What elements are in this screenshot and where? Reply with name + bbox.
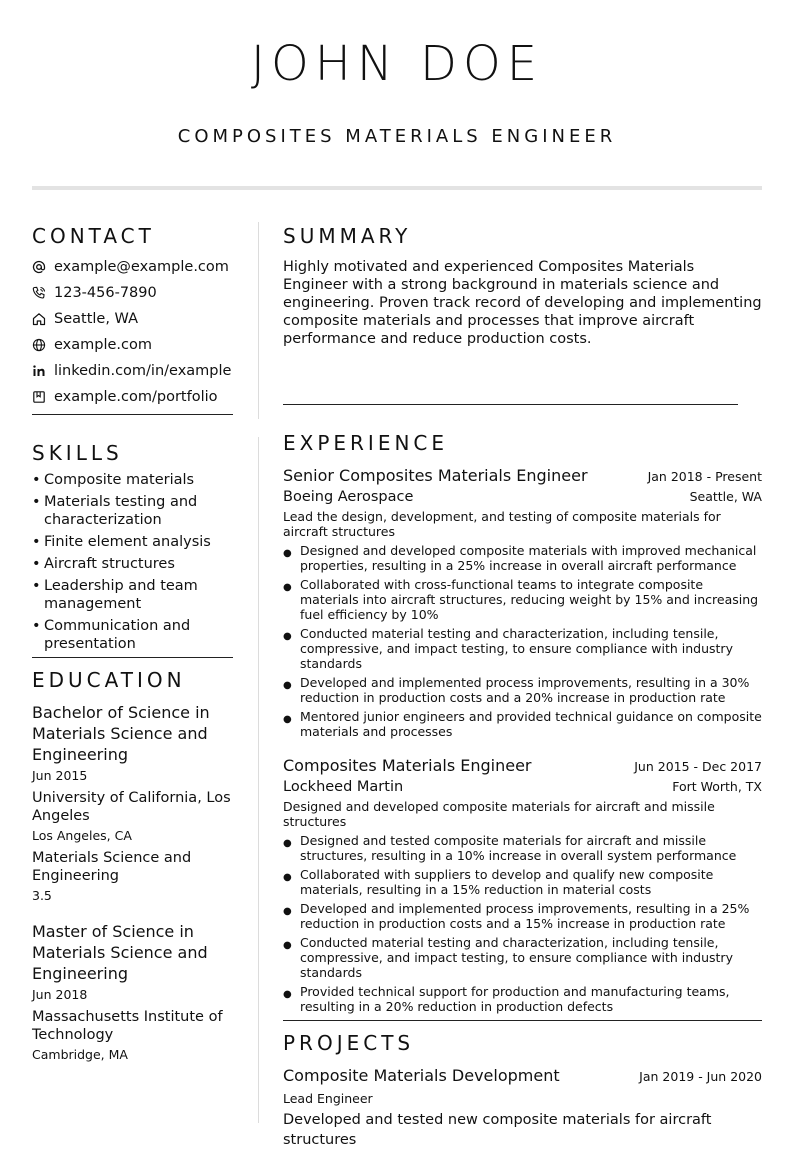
at-icon [32, 260, 46, 274]
job-bullet: ● Conducted material testing and characterization, including tensile, compressive, and impact testing, to ensure compliance with industry standards [283, 935, 733, 980]
contact-email-text: example@example.com [54, 259, 229, 275]
job-bullet: ● Conducted material testing and characterization, including tensile, compressive, and impact testing, to ensure compliance with industry standards [283, 626, 733, 671]
contact-divider [32, 414, 233, 415]
degree-name: Master of Science in Materials Science and Engineering [32, 922, 208, 983]
job-dates: Jun 2015 - Dec 2017 [634, 759, 762, 774]
linkedin-icon [32, 364, 46, 378]
contact-phone-text: 123-456-7890 [54, 285, 157, 301]
education-heading: EDUCATION [32, 668, 186, 692]
job-bullet: ● Collaborated with cross-functional teams to integrate composite materials into aircraft structures, reducing weight by 15% and increasing fuel efficiency by 10% [283, 577, 759, 622]
job-description: Lead the design, development, and testing of composite materials for aircraft structures [283, 509, 721, 539]
home-icon [32, 312, 46, 326]
job-bullets [283, 543, 762, 739]
degree-date: Jun 2015 [32, 768, 88, 783]
project-description: Developed and tested new composite materials for aircraft structures [283, 1112, 712, 1148]
school-location: Cambridge, MA [32, 1047, 128, 1062]
education-entry [32, 921, 233, 1064]
skill-item: • Leadership and team management [32, 578, 198, 612]
project-dates: Jan 2019 - Jun 2020 [639, 1069, 762, 1084]
contact-list [32, 254, 233, 410]
job-location: Fort Worth, TX [672, 779, 762, 794]
contact-heading: CONTACT [32, 224, 155, 248]
contact-section [32, 222, 233, 415]
contact-website[interactable] [32, 332, 233, 358]
field-of-study: Materials Science and Engineering [32, 850, 192, 884]
skill-item: • Communication and presentation [32, 618, 191, 652]
school-name: Massachusetts Institute of Technology [32, 1009, 223, 1043]
contact-email[interactable] [32, 254, 233, 280]
skills-heading: SKILLS [32, 441, 123, 465]
skill-item: • Aircraft structures [32, 556, 175, 572]
degree-date: Jun 2018 [32, 987, 88, 1002]
contact-location [32, 306, 233, 332]
skill-item: • Composite materials [32, 472, 195, 488]
job-bullet: ● Mentored junior engineers and provided technical guidance on composite materials and processes [283, 709, 762, 739]
experience-section [283, 429, 762, 1021]
job-bullet: ● Developed and implemented process improvements, resulting in a 25% reduction in production costs and a 15% increase in production rate [283, 901, 750, 931]
project-name: Composite Materials Development [283, 1066, 560, 1085]
job-company: Lockheed Martin [283, 779, 404, 795]
job-company: Boeing Aerospace [283, 489, 414, 505]
phone-icon [32, 286, 46, 300]
skills-section [32, 439, 233, 658]
job-entry [283, 755, 762, 1014]
portfolio-icon [32, 390, 46, 404]
experience-heading: EXPERIENCE [283, 431, 449, 455]
contact-location-text: Seattle, WA [54, 311, 139, 327]
skill-item: • Materials testing and characterization [32, 494, 198, 528]
left-column [32, 222, 233, 1064]
summary-section [283, 222, 762, 405]
school-location: Los Angeles, CA [32, 828, 132, 843]
header-divider [32, 186, 762, 190]
job-role: Composites Materials Engineer [283, 756, 532, 775]
education-entry [32, 702, 233, 905]
job-bullet: ● Designed and developed composite materials with improved mechanical properties, resulting in a 25% increase in overall aircraft performance [283, 543, 757, 573]
contact-phone[interactable] [32, 280, 233, 306]
gpa: 3.5 [32, 888, 52, 903]
contact-portfolio[interactable] [32, 384, 233, 410]
job-bullet: ● Collaborated with suppliers to develop and qualify new composite materials, resulting in a 15% reduction in material costs [283, 867, 714, 897]
degree-name: Bachelor of Science in Materials Science and Engineering [32, 703, 210, 764]
education-section [32, 666, 233, 1064]
column-divider [258, 437, 259, 1123]
school-name: University of California, Los Angeles [32, 790, 231, 824]
summary-heading: SUMMARY [283, 224, 412, 248]
job-bullet: ● Provided technical support for production and manufacturing teams, resulting in a 20% reduction in production defects [283, 984, 730, 1014]
summary-text: Highly motivated and experienced Composites Materials Engineer with a strong background in materials science and engineering. Proven track record of developing and implementing composite materials and processes that improve aircraft performance and reduce production costs. [283, 259, 762, 347]
summary-divider [283, 404, 738, 405]
job-bullet: ● Developed and implemented process improvements, resulting in a 30% reduction in production costs and a 20% increase in production rate [283, 675, 750, 705]
skills-list [32, 471, 233, 653]
contact-portfolio-text: example.com/portfolio [54, 389, 218, 405]
job-dates: Jan 2018 - Present [647, 469, 762, 484]
experience-divider [283, 1020, 762, 1021]
skill-item: • Finite element analysis [32, 534, 211, 550]
project-entry [283, 1065, 762, 1150]
contact-website-text: example.com [54, 337, 152, 353]
job-bullet: ● Designed and tested composite materials for aircraft and missile structures, resulting in a 10% increase in overall system performance [283, 833, 737, 863]
candidate-name: JOHN DOE [250, 36, 544, 92]
job-description: Designed and developed composite materials for aircraft and missile structures [283, 799, 715, 829]
column-divider [258, 222, 259, 419]
job-bullets [283, 833, 762, 1014]
globe-icon [32, 338, 46, 352]
projects-heading: PROJECTS [283, 1031, 415, 1055]
job-location: Seattle, WA [689, 489, 762, 504]
projects-section [283, 1029, 762, 1150]
right-column [283, 222, 762, 1150]
contact-linkedin[interactable] [32, 358, 233, 384]
job-role: Senior Composites Materials Engineer [283, 466, 588, 485]
job-title: COMPOSITES MATERIALS ENGINEER [177, 126, 617, 147]
contact-linkedin-text: linkedin.com/in/example [54, 363, 232, 379]
skills-divider [32, 657, 233, 658]
job-entry [283, 465, 762, 739]
project-role: Lead Engineer [283, 1091, 373, 1106]
